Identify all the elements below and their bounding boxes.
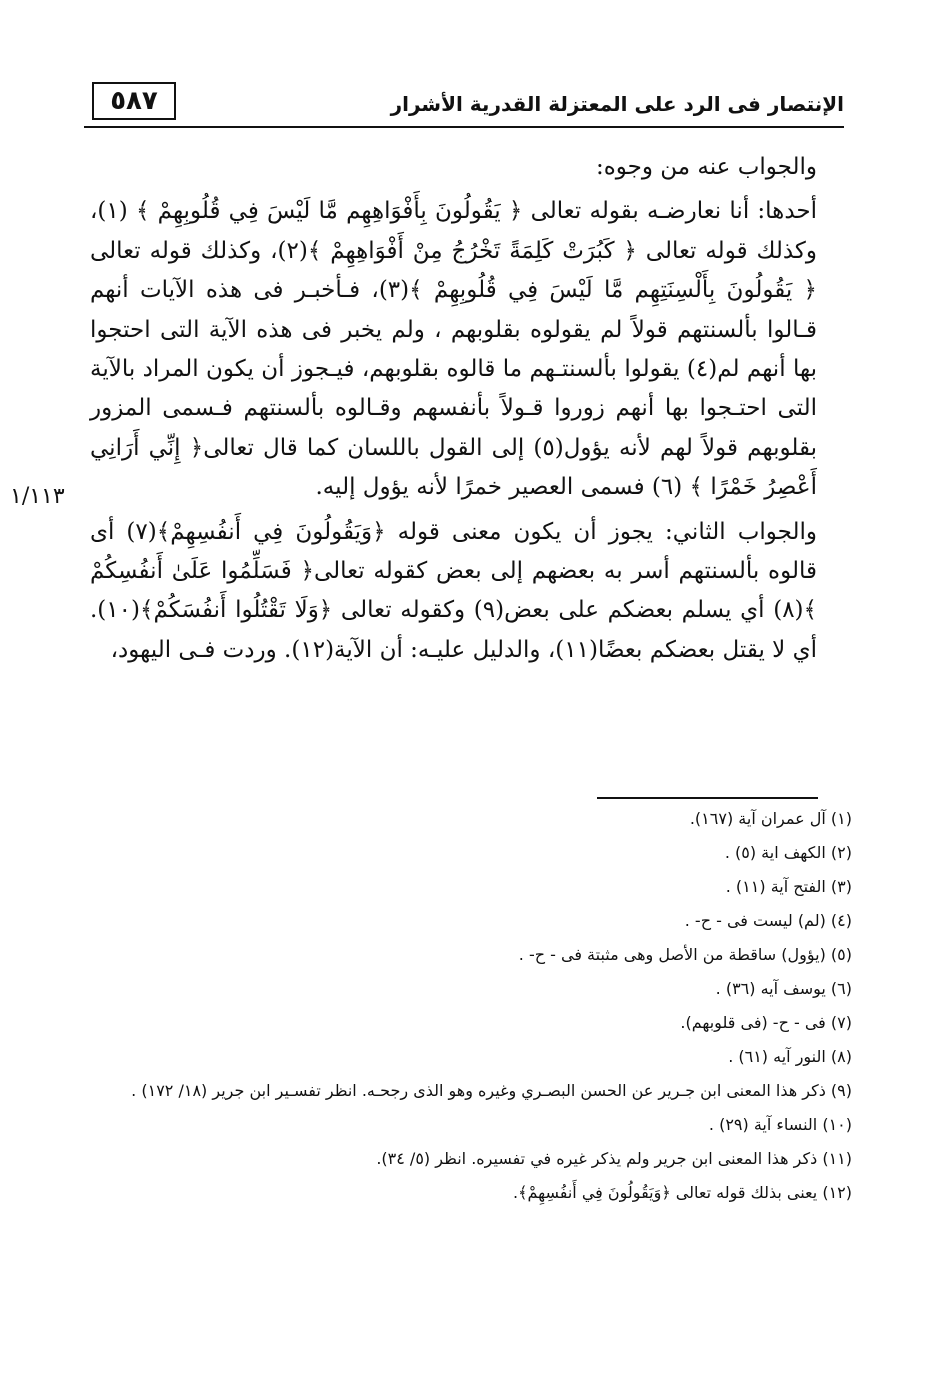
running-title: الإنتصار فى الرد على المعتزلة القدرية الأشرار <box>390 92 844 116</box>
footnote-7: (٧) فى - ح- (فى قلوبهم). <box>680 1013 852 1032</box>
paragraph-intro: والجواب عنه من وجوه: <box>595 154 817 180</box>
footnote-11: (١١) ذكر هذا المعنى ابن جرير ولم يذكر غيره في تفسيره. انظر (٥/ ٣٤). <box>376 1149 852 1168</box>
footnote-separator <box>597 797 818 799</box>
footnotes <box>86 802 852 1210</box>
page-header <box>84 78 844 130</box>
header-rule <box>84 126 844 128</box>
footnote-5: (٥) (يؤول) ساقطة من الأصل وهى مثبتة فى - ح- . <box>518 945 852 964</box>
footnote-12: (١٢) يعنى بذلك قوله تعالى ﴿وَيَقُولُونَ فِي أَنفُسِهِمْ﴾. <box>513 1183 852 1202</box>
footnote-4: (٤) (لم) ليست فى - ح- . <box>684 911 852 930</box>
footnote-2: (٢) الكهف اية (٥) . <box>724 843 852 862</box>
footnote-1: (١) آل عمران آية (١٦٧). <box>689 809 852 828</box>
margin-folio-note: ١/١١٣ <box>10 484 65 509</box>
page-number: ٥٨٧ <box>92 82 176 120</box>
footnote-10: (١٠) النساء آية (٢٩) . <box>708 1115 852 1134</box>
footnote-6: (٦) يوسف آيه (٣٦) . <box>715 979 852 998</box>
paragraph-second-answer: والجواب الثاني: يجوز أن يكون معنى قوله ﴿وَيَقُولُونَ فِي أَنفُسِهِمْ﴾(٧) أى قالوه بألسنتهم أسر به بعضهم إلى بعض كقوله تعالى﴿ فَسَلِّمُوا عَلَىٰ أَنفُسِكُمْ ﴾(٨) أي يسلم بعضكم على بعض(٩) وكقوله تعالى ﴿وَلَا تَقْتُلُوا أَنفُسَكُمْ﴾(١٠). أي لا يقتل بعضكم بعضًا(١١)، والدليل عليـه: أن الآية(١٢). وردت فـى اليهود، <box>90 518 817 663</box>
main-text <box>90 148 817 675</box>
paragraph-first-answer: أحدها: أنا نعارضـه بقوله تعالى ﴿ يَقُولُونَ بِأَفْوَاهِهِم مَّا لَيْسَ فِي قُلُوبِهِمْ ﴾ (١)، وكذلك قوله تعالى ﴿ كَبُرَتْ كَلِمَةً تَخْرُجُ مِنْ أَفْوَاهِهِمْ ﴾(٢)، وكذلك قوله تعالى ﴿ يَقُولُونَ بِأَلْسِنَتِهِم مَّا لَيْسَ فِي قُلُوبِهِمْ ﴾(٣)، فـأخبـر فى هذه الآيات أنهم قـالوا بألسنتهم قولاً لم يقولوه بقلوبهم ، ولم يخبر فى هذه الآية التى احتجوا بها أنهم لم(٤) يقولوا بألسنتـهم ما قالوه بقلوبهم، فيـجوز أن يكون المراد بالآية التى احتـجوا بها أنهم زوروا قـولاً بأنفسهم وقـالوه بألسنتهم فـسمى المزور بقلوبهم قولاً لهم لأنه يؤول(٥) إلى القول باللسان كما قال تعالى﴿ إِنِّي أَرَانِي أَعْصِرُ خَمْرًا ﴾ (٦) فسمى العصير خمرًا لأنه يؤول إليه. <box>90 198 818 501</box>
footnote-3: (٣) الفتح آية (١١) . <box>725 877 852 896</box>
footnote-8: (٨) النور آيه (٦١) . <box>728 1047 852 1066</box>
footnote-9: (٩) ذكر هذا المعنى ابن جـرير عن الحسن البصـري وغيره وهو الذى رجحـه. انظر تفسـير ابن جرير (١٨/ ١٧٢) . <box>131 1081 852 1100</box>
